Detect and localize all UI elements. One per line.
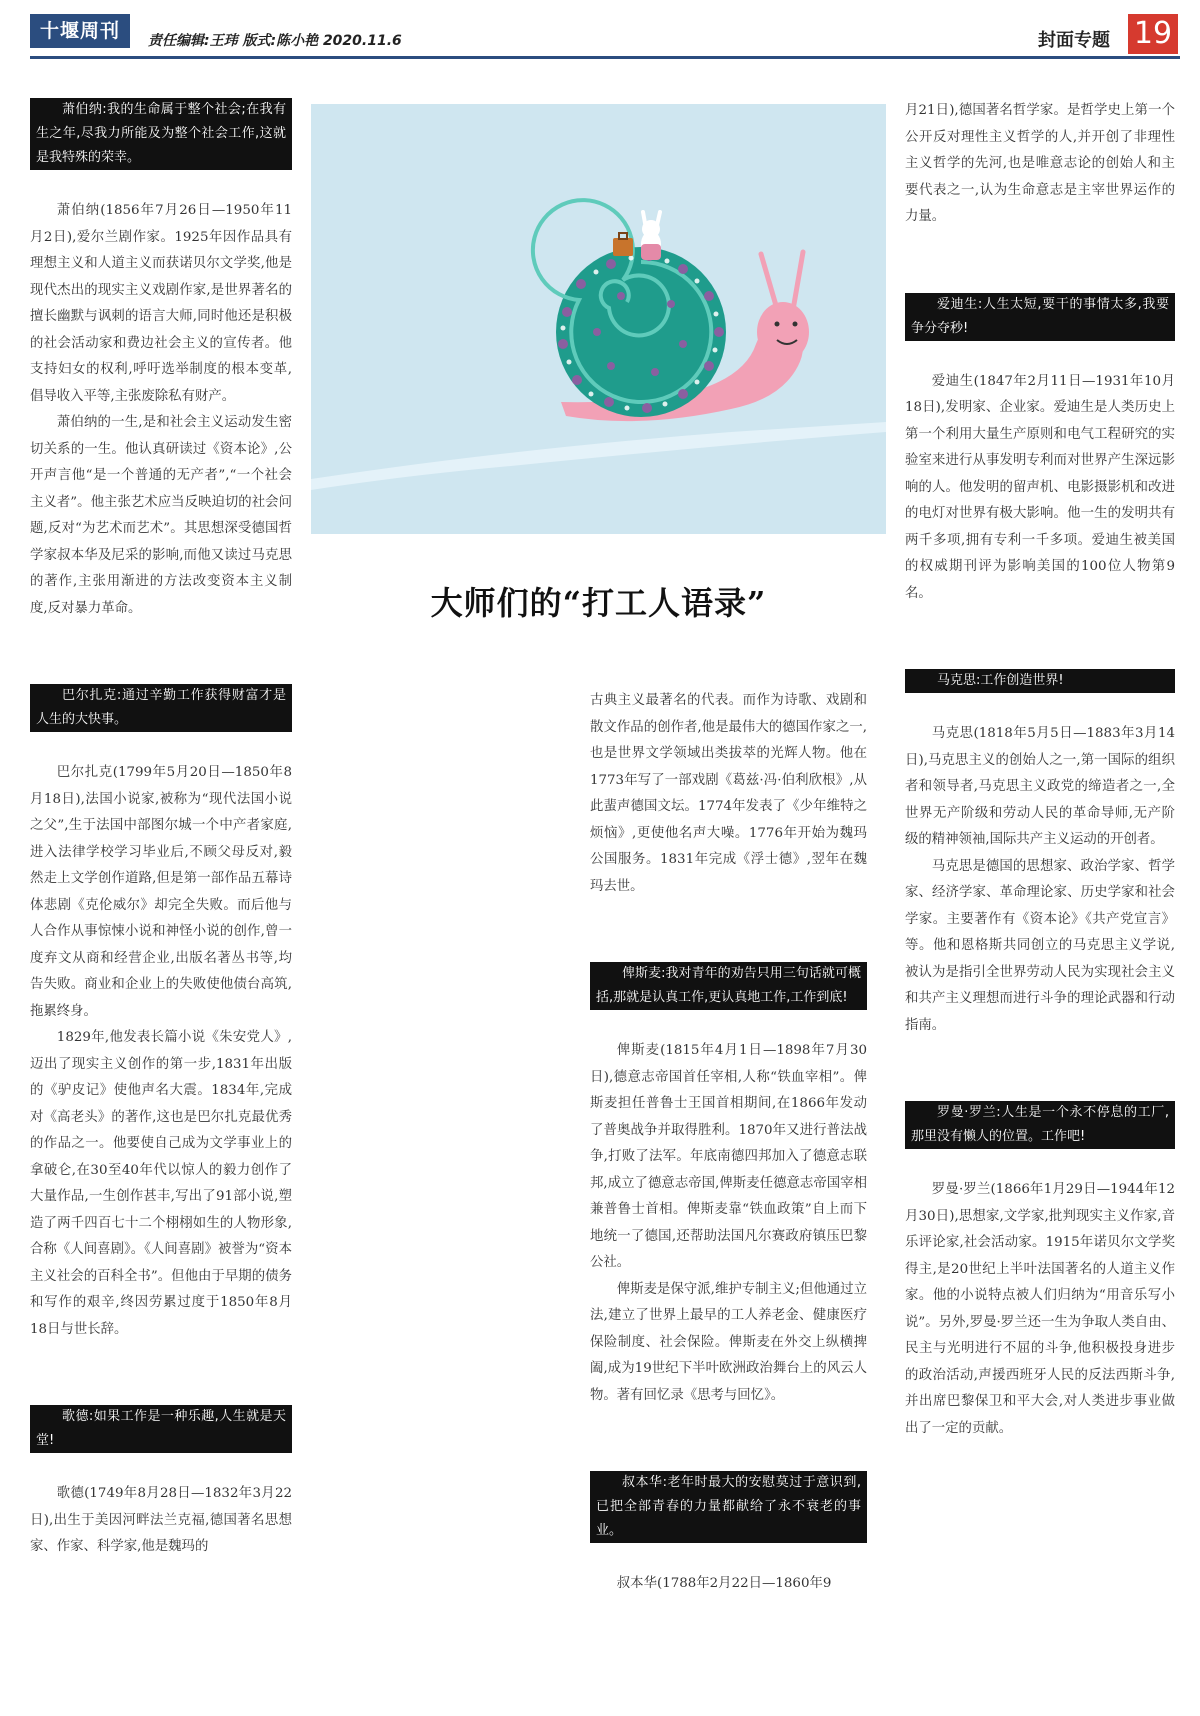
spacer	[30, 622, 292, 684]
snail-drawing	[311, 104, 886, 534]
right-column	[905, 98, 1175, 1698]
bismarck-bio-1: 俾斯麦(1815年4月1日—1898年7月30日),德意志帝国首任宰相,人称“铁血宰相”。俾斯麦担任普鲁士王国首相期间,在1866年发动了普奥战争并取得胜利。1870年又进行普法战争,打败了法军。年底南德四邦加入了德意志联邦,成立了德意志帝国,俾斯麦任德意志帝国宰相兼普鲁士首相。俾斯麦靠“铁血政策”自上而下地统一了德国,还帮助法国凡尔赛政府镇压巴黎公社。	[590, 1043, 867, 1270]
page-header	[0, 0, 1200, 66]
spacer	[590, 1409, 867, 1471]
rolland-bio-1: 罗曼·罗兰(1866年1月29日—1944年12月30日),思想家,文学家,批判现实主义作家,音乐评论家,社会活动家。1915年诺贝尔文学奖得主,是20世纪上半叶法国著名的人道主义作家。他的小说特点被人们归纳为“用音乐写小说”。另外,罗曼·罗兰还一生为争取人类自由、民主与光明进行不屈的斗争,他积极投身进步的政治活动,声援西班牙人民的反法西斯斗争,并出席巴黎保卫和平大会,对人类进步事业做出了一定的贡献。	[905, 1182, 1175, 1436]
spacer	[905, 231, 1175, 293]
balzac-bio-2: 1829年,他发表长篇小说《朱安党人》,迈出了现实主义创作的第一步,1831年出版的《驴皮记》使他声名大震。1834年,完成对《高老头》的著作,这也是巴尔扎克最优秀的作品之一。他要使自己成为文学事业上的拿破仑,在30至40年代以惊人的毅力创作了大量作品,一生创作甚丰,写出了91部小说,塑造了两千四百七十二个栩栩如生的人物形象,合称《人间喜剧》。《人间喜剧》被誉为“资本主义社会的百科全书”。但他由于早期的债务和写作的艰辛,终因劳累过度于1850年8月18日与世长辞。	[30, 1030, 292, 1337]
masthead-logo: 十堰周刊	[30, 14, 130, 48]
spacer	[905, 607, 1175, 669]
bismarck-quote: 俾斯麦:我对青年的劝告只用三句话就可概括,那就是认真工作,更认真地工作,工作到底!	[590, 962, 867, 1010]
bismarck-bio-2: 俾斯麦是保守派,维护专制主义;但他通过立法,建立了世界上最早的工人养老金、健康医疗保险制度、社会保险。俾斯麦在外交上纵横捭阖,成为19世纪下半叶欧洲政治舞台上的风云人物。著有回忆录《思考与回忆》。	[590, 1281, 867, 1403]
header-rule	[30, 56, 1180, 59]
shaw-quote: 萧伯纳:我的生命属于整个社会;在我有生之年,尽我力所能及为整个社会工作,这就是我特殊的荣幸。	[30, 98, 292, 170]
spacer	[905, 1039, 1175, 1101]
schopenhauer-quote: 叔本华:老年时最大的安慰莫过于意识到,已把全部青春的力量都献给了永不衰老的事业。	[590, 1471, 867, 1543]
spacer	[590, 900, 867, 962]
goethe-bio-1: 歌德(1749年8月28日—1832年3月22日),出生于美因河畔法兰克福,德国著名思想家、作家、科学家,他是魏玛的	[30, 1486, 292, 1554]
snail-illustration	[311, 104, 886, 534]
rolland-quote: 罗曼·罗兰:人生是一个永不停息的工厂,那里没有懒人的位置。工作吧!	[905, 1101, 1175, 1149]
marx-quote: 马克思:工作创造世界!	[905, 669, 1175, 693]
balzac-quote: 巴尔扎克:通过辛勤工作获得财富才是人生的大快事。	[30, 684, 292, 732]
edison-bio-1: 爱迪生(1847年2月11日—1931年10月18日),发明家、企业家。爱迪生是人类历史上第一个利用大量生产原则和电气工程研究的实验室来进行从事发明专利而对世界产生深远影响的人。他发明的留声机、电影摄影机和改进的电灯对世界有极大影响。他一生的发明共有两千多项,拥有专利一千多项。爱迪生被美国的权威期刊评为影响美国的100位人物第9名。	[905, 373, 1175, 601]
edison-quote: 爱迪生:人生太短,要干的事情太多,我要争分夺秒!	[905, 293, 1175, 341]
marx-bio-2: 马克思是德国的思想家、政治学家、哲学家、经济学家、革命理论家、历史学家和社会学家。主要著作有《资本论》《共产党宣言》等。他和恩格斯共同创立的马克思主义学说,被认为是指引全世界劳动人民为实现社会主义和共产主义理想而进行斗争的理论武器和行动指南。	[905, 858, 1175, 1033]
article-headline: 大师们的“打工人语录”	[430, 584, 767, 622]
balzac-bio-1: 巴尔扎克(1799年5月20日—1850年8月18日),法国小说家,被称为“现代法国小说之父”,生于法国中部图尔城一个中产者家庭,进入法律学校学习毕业后,不顾父母反对,毅然走上文学创作道路,但是第一部作品五幕诗体悲剧《克伦威尔》却完全失败。而后他与人合作从事惊悚小说和神怪小说的创作,曾一度弃文从商和经营企业,出版名著丛书等,均告失败。商业和企业上的失败使他债台高筑,拖累终身。	[30, 765, 292, 1019]
goethe-bio-2: 古典主义最著名的代表。而作为诗歌、戏剧和散文作品的创作者,他是最伟大的德国作家之一,也是世界文学领域出类拔萃的光辉人物。他在1773年写了一部戏剧《葛兹·冯·伯利欣根》,从此蜚声德国文坛。1774年发表了《少年维特之烦恼》,更使他名声大噪。1776年开始为魏玛公国服务。1831年完成《浮士德》,翌年在魏玛去世。	[590, 693, 867, 894]
page-number: 19	[1128, 14, 1178, 54]
middle-column	[590, 688, 867, 1698]
schopenhauer-bio-2: 月21日),德国著名哲学家。是哲学史上第一个公开反对理性主义哲学的人,并开创了非理性主义哲学的先河,也是唯意志论的创始人和主要代表之一,认为生命意志是主宰世界运作的力量。	[905, 103, 1175, 224]
shaw-bio-1: 萧伯纳(1856年7月26日—1950年11月2日),爱尔兰剧作家。1925年因作品具有理想主义和人道主义而获诺贝尔文学奖,他是现代杰出的现实主义戏剧作家,是世界著名的擅长幽默与讽刺的语言大师,同时他还是积极的社会活动家和费边社会主义的宣传者。他支持妇女的权利,呼吁选举制度的根本变革,倡导收入平等,主张废除私有财产。	[30, 203, 292, 404]
shaw-bio-2: 萧伯纳的一生,是和社会主义运动发生密切关系的一生。他认真研读过《资本论》,公开声言他“是一个普通的无产者”,“一个社会主义者”。他主张艺术应当反映迫切的社会问题,反对“为艺术而艺术”。其思想深受德国哲学家叔本华及尼采的影响,而他又读过马克思的著作,主张用渐进的方法改变资本主义制度,反对暴力革命。	[30, 415, 292, 616]
left-column	[30, 98, 292, 1698]
schopenhauer-bio-1: 叔本华(1788年2月22日—1860年9	[616, 1576, 832, 1591]
goethe-quote: 歌德:如果工作是一种乐趣,人生就是天堂!	[30, 1405, 292, 1453]
section-title: 封面专题	[1038, 30, 1110, 51]
spacer	[30, 1343, 292, 1405]
editor-credits: 责任编辑:王玮 版式:陈小艳 2020.11.6	[148, 33, 402, 49]
marx-bio-1: 马克思(1818年5月5日—1883年3月14日),马克思主义的创始人之一,第一国际的组织者和领导者,马克思主义政党的缔造者之一,全世界无产阶级和劳动人民的革命导师,无产阶级的精神领袖,国际共产主义运动的开创者。	[905, 726, 1175, 847]
